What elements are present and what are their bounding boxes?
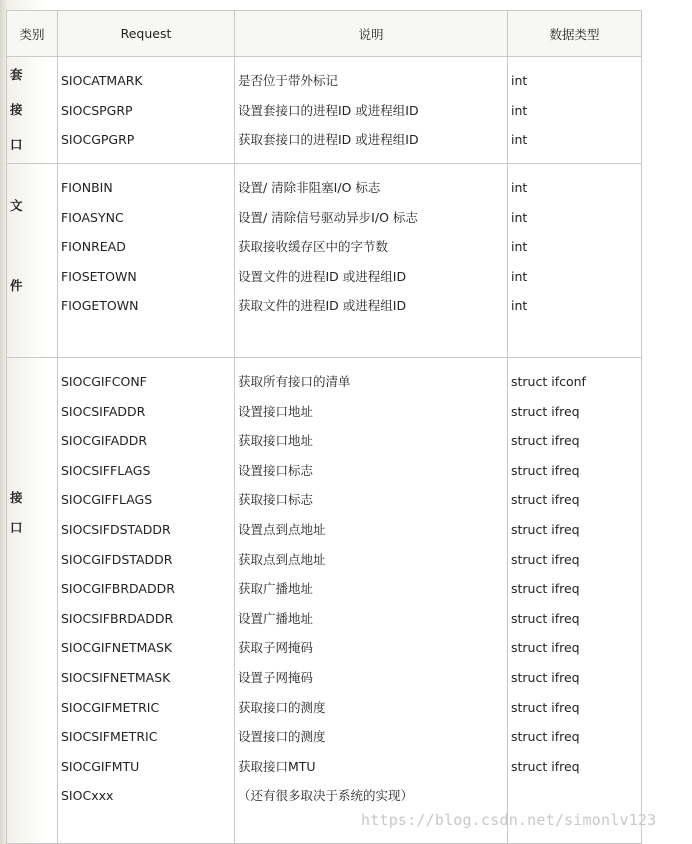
- request-name: FIOSETOWN: [61, 268, 137, 284]
- request-description: 设置/ 清除非阻塞I/O 标志: [238, 180, 381, 195]
- group-interface: [7, 358, 642, 844]
- request-data-type: struct ifreq: [511, 758, 580, 774]
- request-cell: [58, 358, 235, 844]
- request-description: 设置接口标志: [238, 462, 314, 478]
- request-data-type: int: [511, 268, 528, 284]
- request-data-type: struct ifreq: [511, 729, 580, 745]
- request-description: 设置子网掩码: [238, 669, 314, 685]
- category-cell: [7, 164, 58, 358]
- request-name: SIOCSIFBRDADDR: [61, 610, 174, 626]
- category-cell: [7, 358, 58, 844]
- request-description: 设置接口地址: [238, 403, 314, 419]
- request-name: SIOCGIFMTU: [61, 758, 140, 774]
- request-description: 设置广播地址: [238, 610, 314, 626]
- request-description: 获取广播地址: [238, 581, 314, 597]
- request-name: SIOCSIFFLAGS: [61, 462, 151, 478]
- request-data-type: int: [511, 298, 528, 314]
- type-cell: [508, 358, 642, 844]
- request-name: SIOCGIFMETRIC: [61, 699, 160, 715]
- header-data-type: 数据类型: [508, 11, 642, 57]
- request-data-type: struct ifreq: [511, 640, 580, 656]
- request-name: SIOCSIFDSTADDR: [61, 521, 171, 537]
- category-char: 件: [10, 278, 23, 293]
- header-description: 说明: [235, 11, 508, 57]
- description-cell: [235, 358, 508, 844]
- header-category: 类别: [7, 11, 58, 57]
- category-char: 口: [10, 520, 23, 535]
- request-name: SIOCATMARK: [61, 73, 143, 88]
- header-row: [7, 11, 642, 57]
- request-data-type: struct ifreq: [511, 669, 580, 685]
- request-name: SIOCGIFCONF: [61, 374, 147, 389]
- request-description: 获取接口的测度: [238, 699, 326, 715]
- request-data-type: struct ifconf: [511, 374, 586, 389]
- request-description: 是否位于带外标记: [238, 73, 339, 88]
- request-description: 获取子网掩码: [238, 640, 314, 656]
- description-cell: [235, 57, 508, 164]
- request-cell: [58, 57, 235, 164]
- request-data-type: struct ifreq: [511, 462, 580, 478]
- request-name: SIOCGIFFLAGS: [61, 492, 153, 508]
- request-data-type: struct ifreq: [511, 581, 580, 597]
- category-char: 口: [10, 137, 23, 153]
- request-description: 获取接口地址: [238, 433, 314, 449]
- type-cell: [508, 164, 642, 358]
- request-data-type: struct ifreq: [511, 610, 580, 626]
- request-name: SIOCGIFBRDADDR: [61, 581, 175, 597]
- category-char: 接: [10, 101, 23, 117]
- request-name: SIOCGPGRP: [61, 132, 135, 148]
- watermark: https://blog.csdn.net/simonlv123: [361, 811, 657, 829]
- request-description: 获取点到点地址: [238, 551, 326, 567]
- group-socket: [7, 57, 642, 164]
- request-name: FIOGETOWN: [61, 298, 139, 314]
- header-request: Request: [58, 11, 235, 57]
- request-description: 获取套接口的进程ID 或进程组ID: [238, 132, 419, 148]
- group-file: [7, 164, 642, 358]
- request-name: SIOCxxx: [61, 788, 114, 804]
- request-description: 设置套接口的进程ID 或进程组ID: [238, 102, 419, 118]
- request-name: SIOCSIFADDR: [61, 403, 146, 419]
- request-data-type: struct ifreq: [511, 433, 580, 449]
- request-data-type: int: [511, 132, 528, 148]
- request-description: 获取接收缓存区中的字节数: [238, 239, 389, 255]
- request-data-type: int: [511, 209, 528, 225]
- description-cell: [235, 164, 508, 358]
- request-name: SIOCSPGRP: [61, 102, 133, 118]
- category-char: 接: [10, 490, 23, 505]
- request-description: （还有很多取决于系统的实现）: [238, 788, 414, 804]
- request-description: 设置文件的进程ID 或进程组ID: [238, 268, 407, 284]
- request-data-type: struct ifreq: [511, 403, 580, 419]
- type-cell: [508, 57, 642, 164]
- request-data-type: struct ifreq: [511, 521, 580, 537]
- request-description: 设置点到点地址: [238, 521, 326, 537]
- request-name: SIOCGIFDSTADDR: [61, 551, 173, 567]
- request-data-type: int: [511, 102, 528, 118]
- request-data-type: int: [511, 239, 528, 255]
- request-description: 获取文件的进程ID 或进程组ID: [238, 298, 407, 314]
- request-data-type: int: [511, 73, 528, 88]
- request-name: FIOASYNC: [61, 209, 124, 225]
- category-char: 文: [10, 198, 23, 213]
- request-description: 获取接口MTU: [238, 758, 316, 774]
- request-data-type: struct ifreq: [511, 492, 580, 508]
- request-name: SIOCSIFMETRIC: [61, 729, 158, 745]
- ioctl-request-table: [6, 10, 642, 844]
- request-description: 设置接口的测度: [238, 729, 326, 745]
- request-data-type: [508, 781, 641, 811]
- request-name: FIONREAD: [61, 239, 126, 255]
- request-name: SIOCGIFADDR: [61, 433, 148, 449]
- request-name: SIOCSIFNETMASK: [61, 669, 171, 685]
- category-cell: [7, 57, 58, 164]
- request-cell: [58, 164, 235, 358]
- request-name: FIONBIN: [61, 180, 113, 195]
- category-char: 套: [10, 66, 23, 82]
- request-description: 获取所有接口的清单: [238, 374, 351, 389]
- request-name: SIOCGIFNETMASK: [61, 640, 173, 656]
- request-data-type: struct ifreq: [511, 699, 580, 715]
- request-description: 获取接口标志: [238, 492, 314, 508]
- request-data-type: struct ifreq: [511, 551, 580, 567]
- request-description: 设置/ 清除信号驱动异步I/O 标志: [238, 209, 418, 225]
- request-data-type: int: [511, 180, 528, 195]
